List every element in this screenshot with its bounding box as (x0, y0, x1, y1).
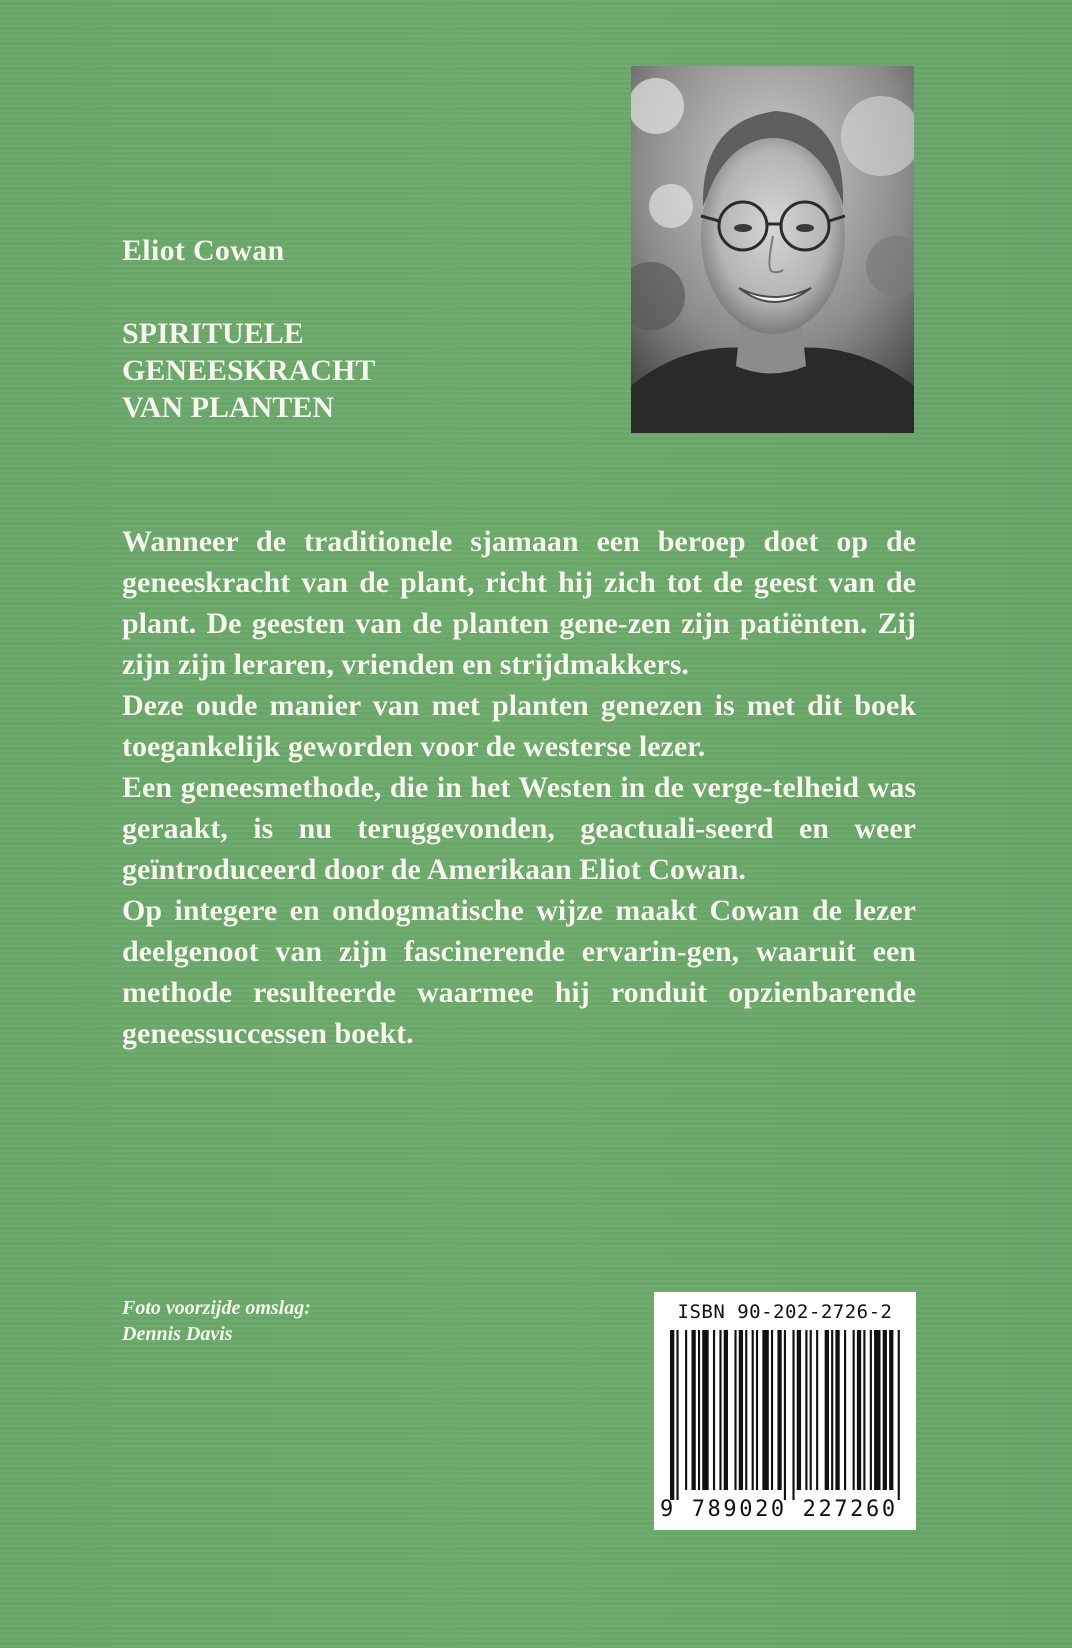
barcode-bar (898, 1330, 900, 1500)
barcode-bar (777, 1330, 781, 1490)
author-portrait-photo (631, 66, 914, 433)
blurb-paragraph: Deze oude manier van met planten genezen is met dit boek toegankelijk geworden voor de westerse lezer. (122, 689, 916, 763)
barcode-bar (745, 1330, 747, 1490)
barcode-bar (713, 1330, 715, 1490)
barcode-label (654, 1292, 916, 1530)
barcode-bar (825, 1330, 829, 1490)
isbn-number: ISBN 90-202-2726-2 (677, 1301, 893, 1323)
barcode-bar (797, 1330, 801, 1490)
barcode-bar (724, 1330, 728, 1490)
barcode-bar (685, 1330, 687, 1490)
blurb-paragraph: Een geneesmethode, die in het Westen in de verge-telheid was geraakt, is nu teruggevonden, geactuali-seerd en weer geïntroduceerd door de Amerikaan Eliot Cowan. (122, 771, 916, 886)
book-title (122, 315, 375, 426)
title-line: SPIRITUELE (122, 317, 304, 350)
portrait-image (631, 66, 914, 433)
barcode-bar (863, 1330, 865, 1490)
barcode-bar (844, 1330, 846, 1490)
author-name: Eliot Cowan (122, 234, 285, 267)
photo-credit-label: Foto voorzijde omslag: (122, 1297, 311, 1319)
barcode-bar (792, 1330, 794, 1500)
barcode-bar (870, 1330, 872, 1490)
blurb-paragraph: Wanneer de traditionele sjamaan een beroep doet op de geneeskracht van de plant, richt hij zich tot de geest van de plant. De geesten van de planten gene-zen zijn patiënten. Zij zijn zijn leraren, vrienden en strijdmakkers. (122, 525, 916, 681)
barcode-bar (734, 1330, 736, 1490)
title-line: GENEESKRACHT (122, 354, 376, 387)
barcode-bar (835, 1330, 839, 1490)
ean-number: 9 789020 227260 (660, 1497, 898, 1522)
barcode-bar (857, 1330, 861, 1490)
barcode-bar (810, 1330, 812, 1490)
photo-credit-name: Dennis Davis (122, 1323, 233, 1345)
barcode-bar (752, 1330, 754, 1490)
barcode-bar (883, 1330, 887, 1490)
barcode-bar (756, 1330, 758, 1490)
barcode-bar (771, 1330, 773, 1490)
barcode-bar (670, 1330, 674, 1500)
barcode-bar (853, 1330, 855, 1490)
barcode-bar (719, 1330, 721, 1490)
photo-credit (122, 1295, 311, 1347)
barcode-bar (805, 1330, 807, 1490)
blurb-text (122, 521, 916, 1054)
title-line: VAN PLANTEN (122, 391, 334, 424)
barcode-bar (698, 1330, 700, 1490)
barcode-bar (691, 1330, 695, 1490)
barcode-bar (784, 1330, 786, 1500)
blurb-paragraph: Op integere en ondogmatische wijze maakt Cowan de lezer deelgenoot van zijn fascinerende ervarin-gen, waaruit een methode resulteerde waarmee hij ronduit opzienbarende geneessuccessen boekt. (122, 894, 916, 1050)
barcode-bar (831, 1330, 833, 1490)
barcode-bar (762, 1330, 768, 1490)
barcode-bar (816, 1330, 818, 1490)
barcode-bars (670, 1330, 902, 1500)
barcode-bar (676, 1330, 678, 1500)
barcode-bar (889, 1330, 893, 1490)
barcode-bar (702, 1330, 708, 1490)
barcode-bar (739, 1330, 743, 1490)
barcode-bar (874, 1330, 880, 1490)
